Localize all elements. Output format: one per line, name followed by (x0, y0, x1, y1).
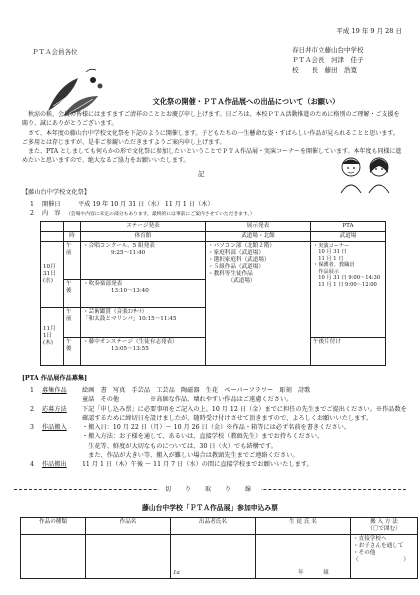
pta-info: ・実演コーナー 10 月 31 日 11 月 1 日 ・保護者、教職員 作品展示 10 月 31 日 9:00〜14:30 11 月 1 日 9:00〜12:00 (311, 241, 386, 337)
section-festival-heading: 【藤山台中学校文化祭】 (22, 189, 91, 196)
item-value: 下記「申し込み票」に必要事項をご記入の上、10 月 12 日（金）までに担任の先生までご提出ください。※作品数を確認するために締切日を設けましたが、随時受け付けさせて頂きますので、よろしくお願いいたします。 (82, 405, 407, 422)
period-pm: 午 後 (64, 337, 81, 365)
item-key: 作品搬入 (42, 424, 67, 432)
ki-mark: 記 (198, 170, 205, 178)
period-am: 午 前 (64, 307, 81, 337)
item-key: 内 容 (42, 210, 61, 218)
display-list: ・パソコン部（北館２階） ・家庭科部（武道場） ・選択家庭科（武道場） ・５組作品（武道場） ・教科等生徒作品 （武道場） (206, 241, 311, 365)
sender-school: 春日井市立藤山台中学校 (292, 46, 364, 54)
exhibition-item (30, 423, 410, 460)
section-exhibition-heading: [PTA 作品展作品募集] (22, 375, 88, 382)
item-key: 募集作品 (42, 387, 67, 394)
day-nov1: 11月 1日 (木) (41, 307, 64, 365)
kumi-label: 組 (323, 569, 329, 576)
pta-cleanup: 午後片付け (311, 337, 386, 365)
item-value: 絵画 書 写真 手芸品 工芸品 陶磁器 生花 ペーパーフラワー 彫刻 詩歌 童話 その他 ※高価な作品、壊れやすい作品はご遠慮ください。 (82, 387, 311, 404)
exhibition-item (30, 405, 410, 424)
header-time: 時 (64, 231, 81, 241)
form-delivery-options[interactable]: ・直接学校へ ・お子さんを通して ・その他 （ ） (351, 534, 418, 578)
item-key: 作品搬出 (42, 461, 67, 469)
header-pta: PTA (311, 222, 386, 232)
festival-item (30, 209, 255, 218)
sender-pta-chair: ＰＴＡ会長 河津 佳子 (292, 55, 364, 64)
document-date: 平成 19 年 9 月 28 日 (336, 27, 402, 35)
day-oct31: 10月 31日 (水) (41, 241, 64, 307)
students-illustration (335, 153, 397, 195)
nen-label: 年 (298, 569, 304, 576)
festival-items (30, 200, 255, 219)
form-header-delivery: 搬 入 方 法 （〇で囲む） (351, 518, 418, 535)
form-title: 藤山台中学校「ＰＴＡ作品展」参加申込み票 (142, 504, 278, 512)
stage-oct31-am: ・合唱コンクール、5 組発表 9:25〜11:40 (81, 241, 206, 279)
exhibition-items (30, 386, 410, 470)
item-key: 開催日 (42, 201, 61, 208)
item-value: 11 月 1 日（木）午後 〜 11 月 7 日（水）の間に直接学校までお願いいたします。 (82, 461, 313, 469)
document-title: 文化祭の開催・ＰＴＡ作品展への出品について（お願い） (152, 97, 340, 106)
form-header-type: 作品の種類 (21, 518, 86, 535)
festival-item (30, 200, 255, 209)
item-number: 2 (30, 405, 34, 413)
header-gym: 体育館 (81, 231, 206, 241)
period-am: 午 前 (64, 241, 81, 279)
form-header-student: 生 徒 氏 名 (256, 518, 351, 535)
item-value: 平成 19 年 10 月 31 日（水） 11 月 1 日（木） (78, 201, 214, 208)
form-input-exhibitor[interactable] (171, 534, 256, 578)
stage-nov1-am: ・芸術鑑賞（音楽ｺﾝｻｰﾄ） 「和太鼓とマリンバ」10:15〜11:45 (81, 307, 206, 337)
addressee: ＰＴＡ会員各位 (32, 48, 78, 56)
header-budo-kitakan: 武道場・北館 (206, 231, 311, 241)
intro-paragraph: 秋涼の候、会員の皆様にはますますご清祥のこととお慶び申し上げます。日ごろは、本校ＰＴＡ活動推進のために格別のご理解・ご支援を賜り、誠にありがとうございます。 (22, 111, 400, 128)
item-value: ・搬入日：10 月 22 日（月）〜 10 月 26 日（金）※作品・箱等には必ず名前を書きください。 ・搬入方法：お子様を通して、あるいは、直接学校（教頭先生）までお持ちください。 生花等、鮮度が大切なものについては、30 日（火）でも結構です。 また、作品が大きい等、搬入が難しい場合は教頭先生までご連絡ください。 (82, 424, 351, 460)
form-header-exhibitor: 出品者氏名 (171, 518, 256, 535)
handwritten-number: 1a (173, 569, 180, 576)
cut-line-label: 切 り 取 り 線 (0, 486, 420, 494)
exhibition-item (30, 386, 410, 405)
period-pm: 午 後 (64, 279, 81, 307)
item-number: 2 (30, 210, 34, 218)
intro-paragraph: さて、本年度の藤山台中学校文化祭を下記のように開催します。子どもたちの一生懸命な姿・すばらしい作品が見られることと思います。ご多用とは存じますが、是非ご参観いただきますようご案内申し上げます。 (22, 129, 399, 146)
item-number: 3 (30, 424, 34, 432)
intro-paragraph: また、PTA としましても何らかの形で文化祭に参加したいということでＰＴＡ作品展・実演コーナーを開催しています。本年度も同様に進めたいと思いますので、絶大なるご協力をお願いいたします。 (22, 148, 402, 165)
header-stage: ステージ発表 (81, 222, 206, 232)
form-header-title: 作品名 (86, 518, 171, 535)
application-form-table (20, 517, 418, 579)
form-input-type[interactable] (21, 534, 86, 578)
item-key: 応募方法 (42, 405, 67, 413)
form-input-student[interactable] (256, 534, 351, 578)
header-budo: 武道場 (311, 231, 386, 241)
sender-block (292, 46, 402, 75)
item-number: 1 (30, 387, 34, 394)
item-value: （会場や内容に未定の部分もあります。最終的には事前にご案内させていただきます。） (66, 212, 255, 218)
form-input-title[interactable] (86, 534, 171, 578)
exhibition-item (30, 460, 410, 469)
sender-principal: 校 長 藤田 浩寛 (292, 65, 357, 74)
festival-schedule-table (40, 221, 386, 366)
stage-nov1-pm: ・藤中オンステージ（生徒有志発表） 13:05〜13:55 (81, 337, 206, 365)
item-number: 4 (30, 461, 34, 469)
item-number: 1 (30, 201, 34, 208)
stage-oct31-pm: ・吹奏楽部発表 13:10〜13:40 (81, 279, 206, 307)
header-display: 展示発表 (206, 222, 311, 232)
